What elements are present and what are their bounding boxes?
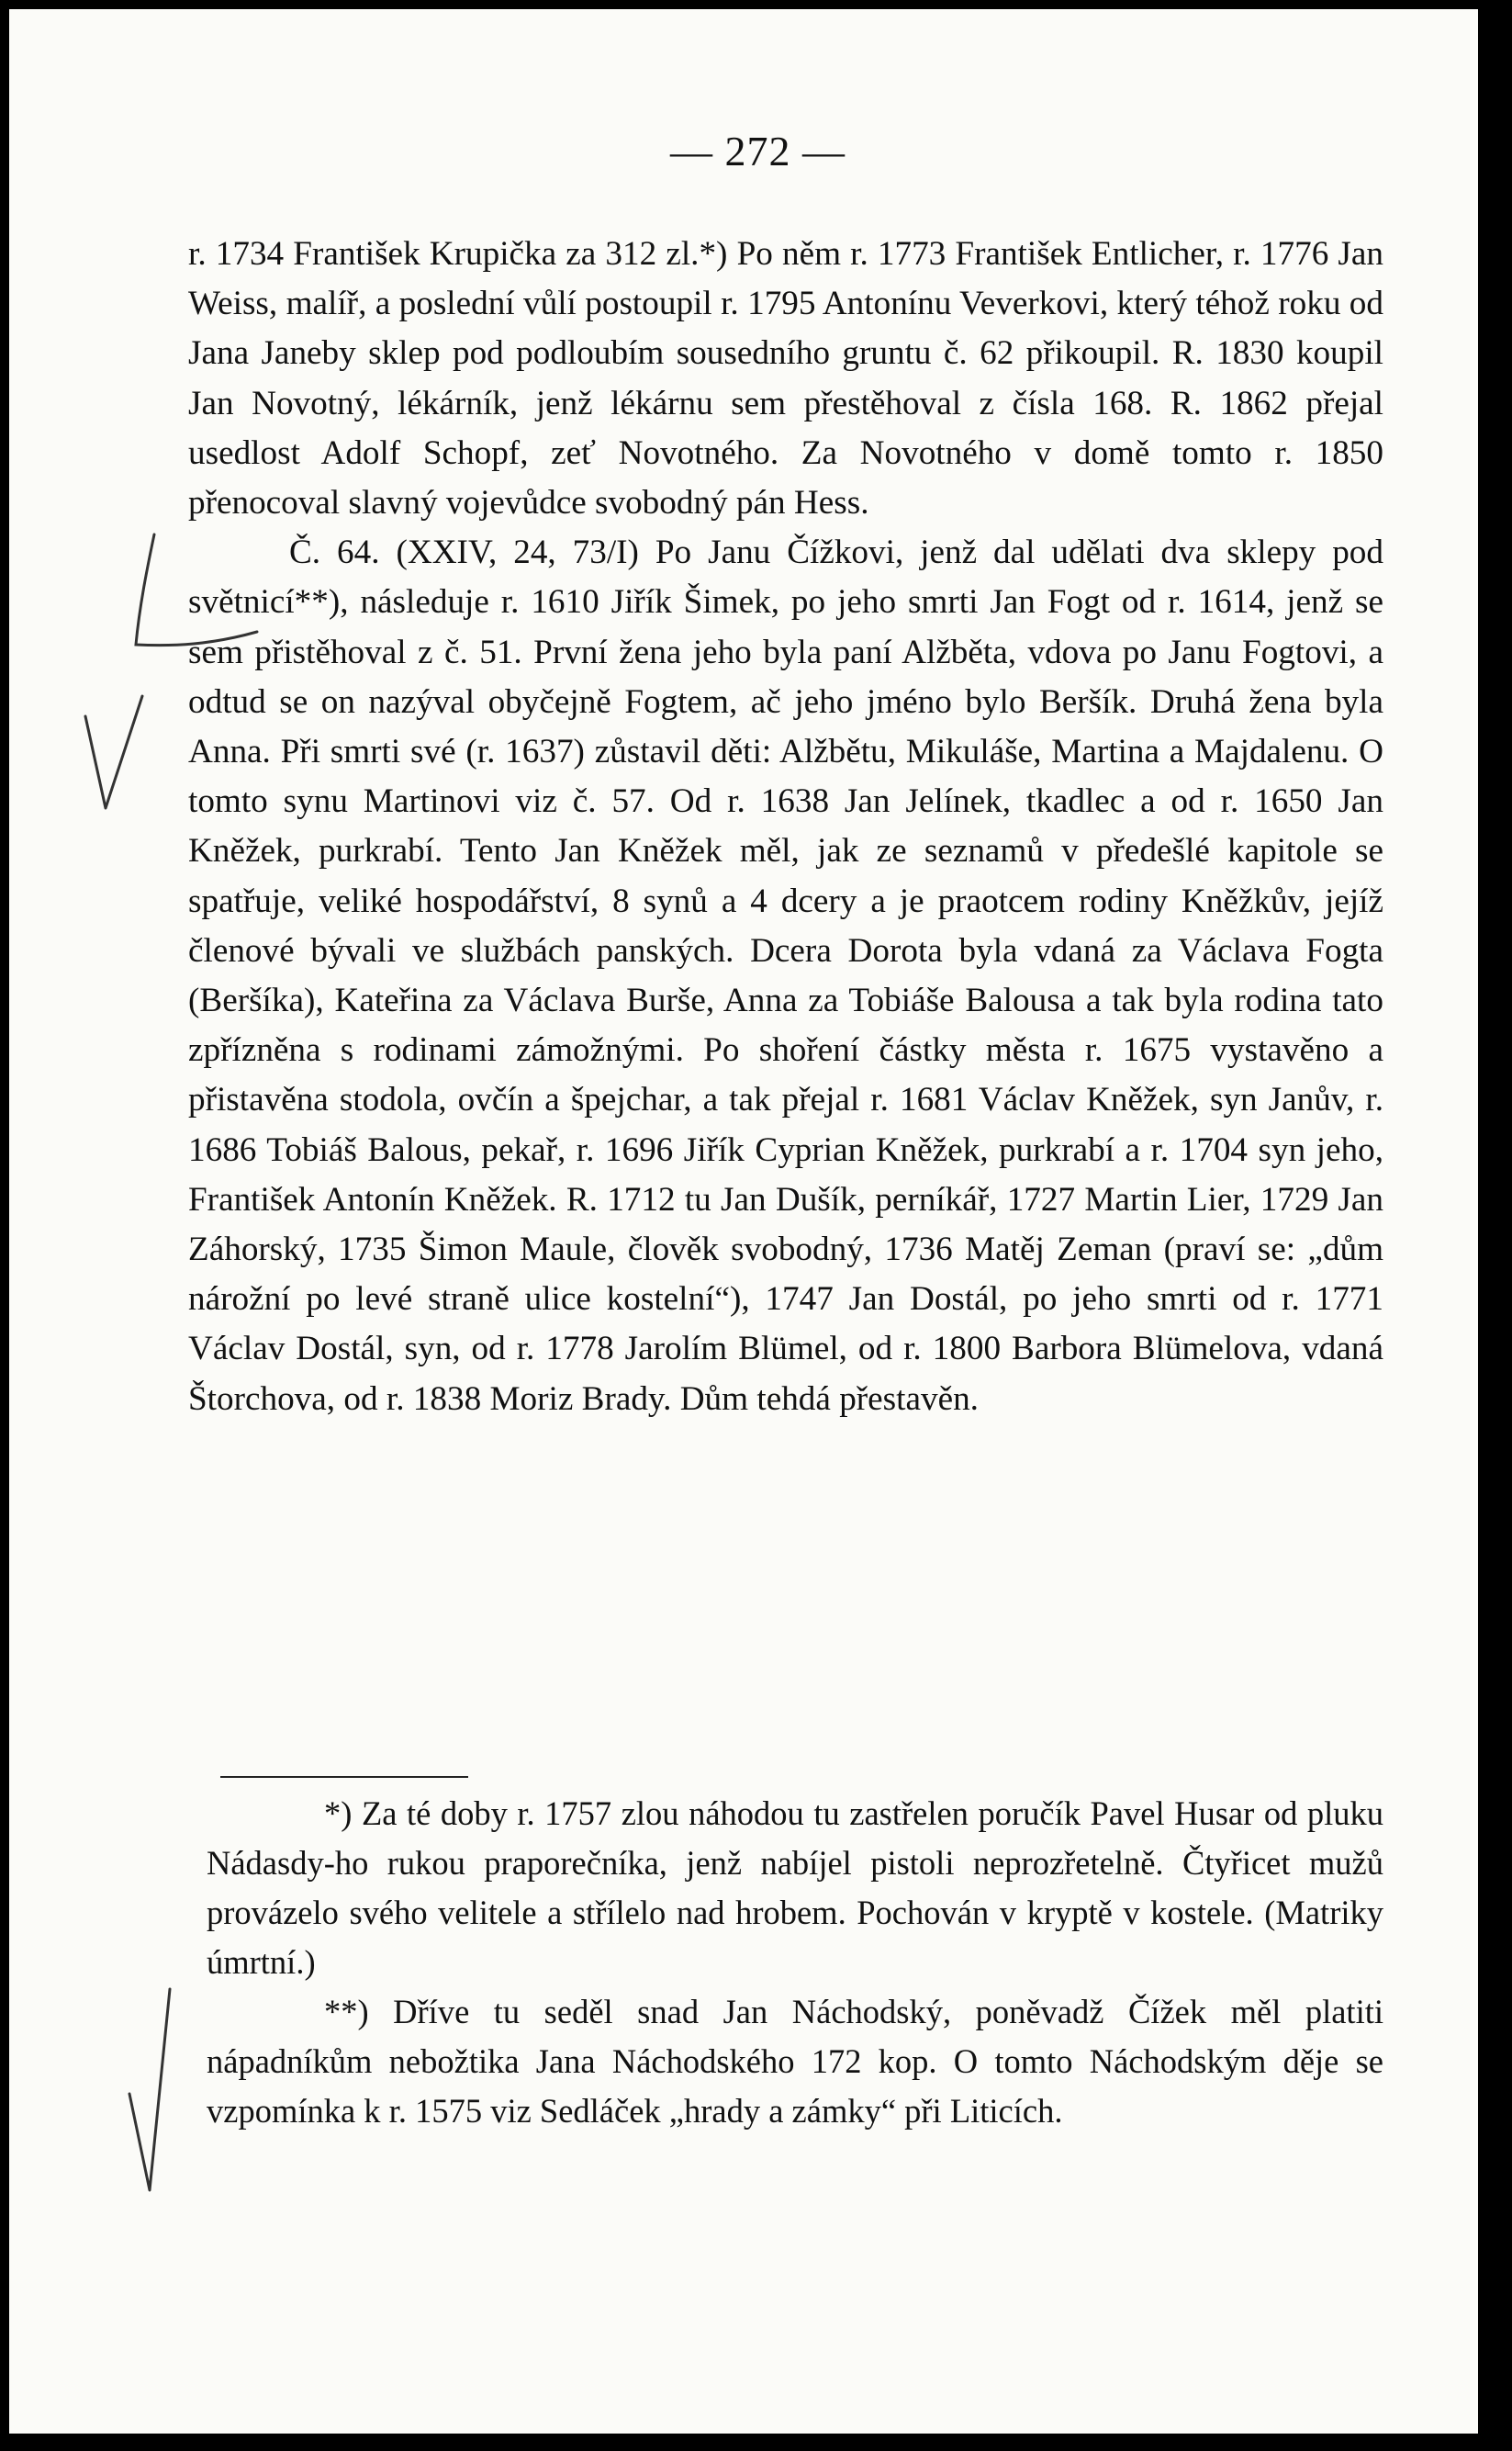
footnote: *) Za té doby r. 1757 zlou náhodou tu zastřelen poručík Pavel Husar od pluku Nádasdy-ho rukou praporečníka, jenž nabíjel pistoli neprozřetelně. Čtyřicet mužů provázelo svého velitele a střílelo nad hrobem. Pochován v kryptě v kostele. (Matriky úmrtní.) bbox=[207, 1794, 1383, 1981]
pencil-check-mark bbox=[78, 680, 161, 826]
main-text bbox=[188, 230, 1383, 1424]
book-page bbox=[9, 9, 1478, 2434]
scan-border bbox=[1478, 0, 1512, 2451]
pencil-check-mark-footnote bbox=[124, 1984, 197, 2195]
footnote-divider bbox=[220, 1776, 468, 1778]
paragraph: r. 1734 František Krupička za 312 zl.*) Po něm r. 1773 František Entlicher, r. 1776 Jan Weiss, malíř, a poslední vůlí postoupil r. 1795 Antonínu Veverkovi, který téhož roku od Jana Janeby sklep pod podloubím sousedního gruntu č. 62 přikoupil. R. 1830 koupil Jan Novotný, lékárník, jenž lékárnu sem přestěhoval z čísla 168. R. 1862 přejal usedlost Adolf Schopf, zeť Novotného. Za Novotného v domě tomto r. 1850 přenocoval slavný vojevůdce svobodný pán Hess. bbox=[188, 235, 1383, 523]
page-number: — 272 — bbox=[670, 128, 846, 174]
paragraph: Č. 64. (XXIV, 24, 73/I) Po Janu Čížkovi, jenž dal udělati dva sklepy pod světnicí**), následuje r. 1610 Jiřík Šimek, po jeho smrti Jan Fogt od r. 1614, jenž se sem přistěhoval z č. 51. První žena jeho byla paní Alžběta, vdova po Janu Fogtovi, a odtud se on nazýval obyčejně Fogtem, ač jeho jméno bylo Beršík. Druhá žena byla Anna. Při smrti své (r. 1637) zůstavil děti: Alžbětu, Mikuláše, Martina a Majdalenu. O tomto synu Martinovi viz č. 57. Od r. 1638 Jan Jelínek, tkadlec a od r. 1650 Jan Kněžek, purkrabí. Tento Jan Kněžek měl, jak ze seznamů v předešlé kapitole se spatřuje, veliké hospodářství, 8 synů a 4 dcery a je praotcem rodiny Kněžkův, jejíž členové bývali ve službách panských. Dcera Dorota byla vdaná za Václava Fogta (Beršíka), Kateřina za Václava Burše, Anna za Tobiáše Balousa a tak byla rodina tato zpřízněna s rodinami zámožnými. Po shoření částky města r. 1675 vystavěno a přistavěna stodola, ovčín a špejchar, a tak přejal r. 1681 Václav Kněžek, syn Janův, r. 1686 Tobiáš Balous, pekař, r. 1696 Jiřík Cyprian Kněžek, purkrabí a r. 1704 syn jeho, František Antonín Kněžek. R. 1712 tu Jan Dušík, perníkář, 1727 Martin Lier, 1729 Jan Záhorský, 1735 Šimon Maule, člověk svobodný, 1736 Matěj Zeman (praví se: „dům nárožní po levé straně ulice kostelní“), 1747 Jan Dostál, po jeho smrti od r. 1771 Václav Dostál, syn, od r. 1778 Jarolím Blümel, od r. 1800 Barbora Blümelova, vdaná Štorchova, od r. 1838 Moriz Brady. Dům tehdá přestavěn. bbox=[188, 534, 1383, 1418]
footnote: **) Dříve tu seděl snad Jan Náchodský, poněvadž Čížek měl platiti nápadníkům nebožtika Jana Náchodského 172 kop. O tomto Náchodským děje se vzpomínka k r. 1575 viz Sedláček „hrady a zámky“ při Liticích. bbox=[207, 1993, 1383, 2130]
footnotes bbox=[207, 1789, 1383, 2136]
